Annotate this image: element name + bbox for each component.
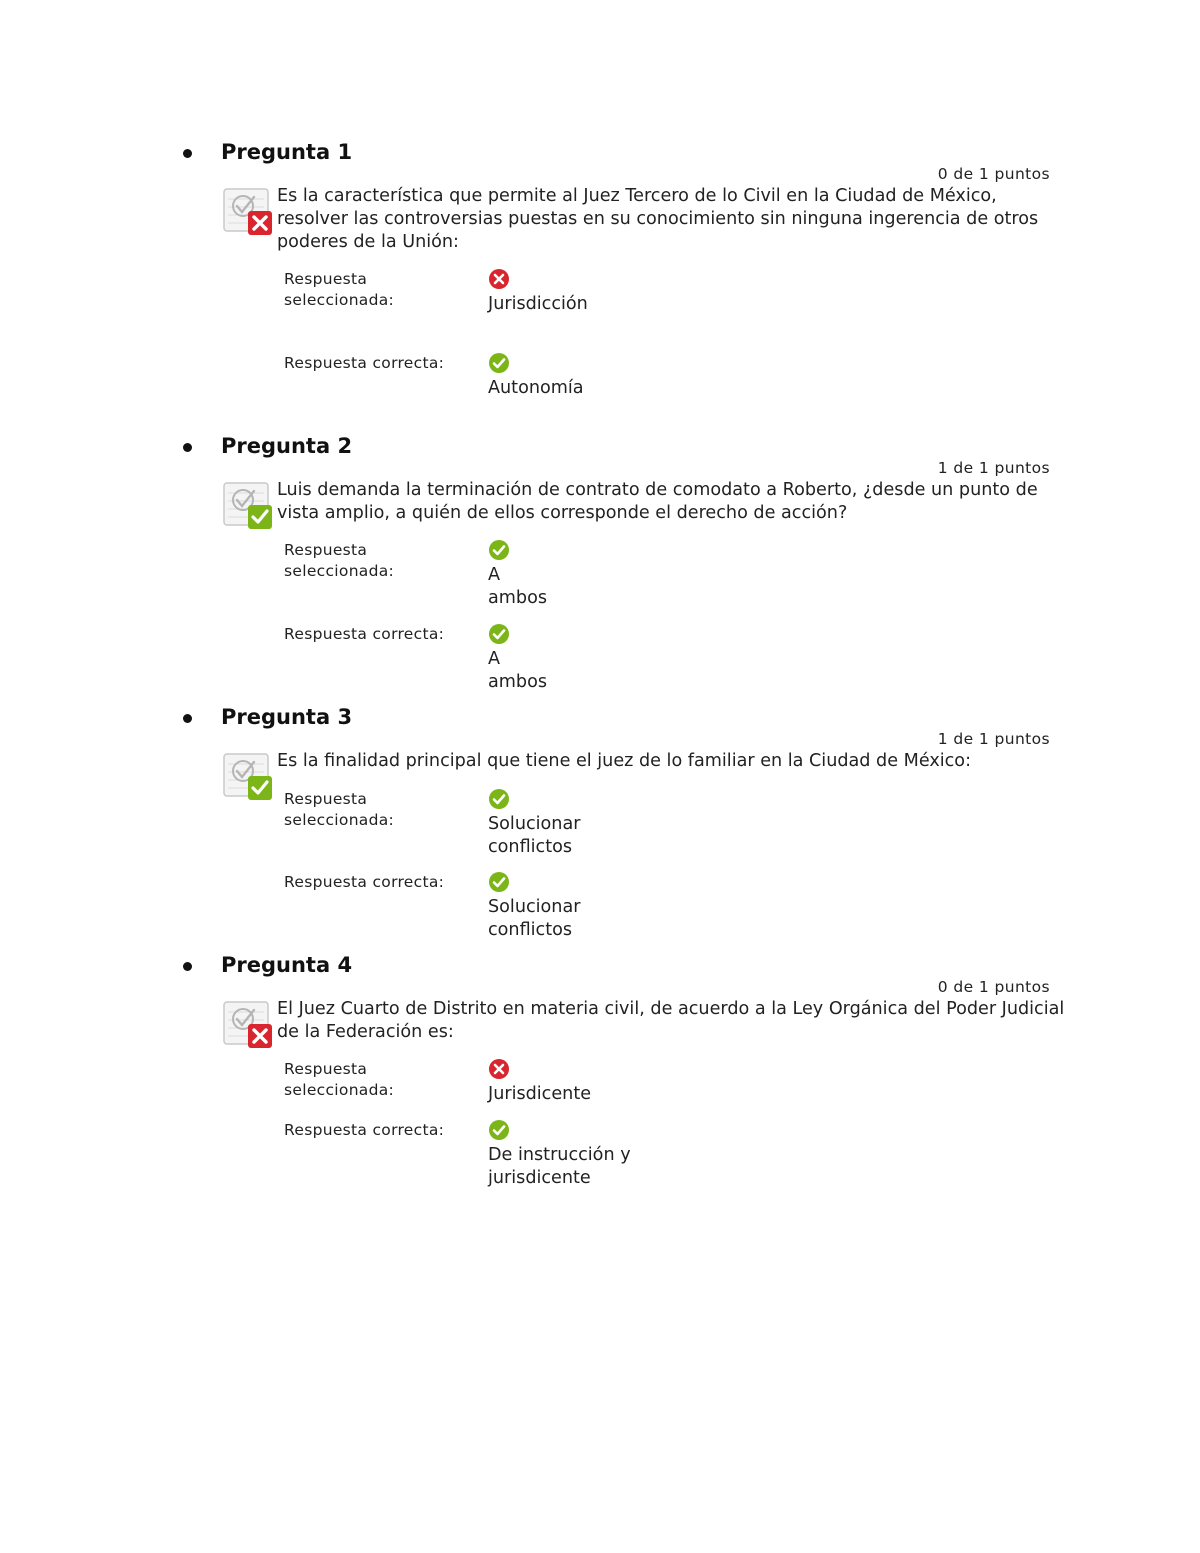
correct-icon (488, 352, 510, 374)
question-title: Pregunta 1 (221, 140, 353, 164)
incorrect-icon (488, 268, 510, 290)
bullet-icon (183, 443, 192, 452)
bullet-icon (183, 149, 192, 158)
question-points: 1 de 1 puntos (937, 459, 1050, 477)
question-title: Pregunta 3 (221, 705, 353, 729)
question-points: 1 de 1 puntos (937, 730, 1050, 748)
grade-incorrect-icon (222, 998, 274, 1050)
correct-icon (488, 623, 510, 645)
bullet-icon (183, 714, 192, 723)
correct-answer-value: Autonomía (488, 378, 584, 398)
grade-correct-icon (222, 750, 274, 802)
selected-answer-label: Respuesta seleccionada: (284, 790, 395, 829)
selected-answer-value: A ambos (488, 565, 548, 608)
grade-correct-icon (222, 479, 274, 531)
correct-answer-label: Respuesta correcta: (284, 354, 445, 372)
correct-answer-label: Respuesta correcta: (284, 873, 445, 891)
correct-answer-label: Respuesta correcta: (284, 625, 445, 643)
correct-answer-value: De instrucción y jurisdicente (488, 1145, 631, 1188)
correct-answer-value: Solucionar conflictos (488, 897, 581, 940)
correct-icon (488, 788, 510, 810)
selected-answer-value: Jurisdicente (488, 1084, 592, 1104)
correct-icon (488, 539, 510, 561)
selected-answer-label: Respuesta seleccionada: (284, 541, 395, 580)
correct-icon (488, 871, 510, 893)
question-title: Pregunta 2 (221, 434, 353, 458)
question-text: Luis demanda la terminación de contrato de comodato a Roberto, ¿desde un punto de vista amplio, a quién de ellos corresponde el derecho de acción? (277, 480, 1038, 523)
bullet-icon (183, 962, 192, 971)
incorrect-icon (488, 1058, 510, 1080)
selected-answer-label: Respuesta seleccionada: (284, 1060, 395, 1099)
question-text: Es la finalidad principal que tiene el juez de lo familiar en la Ciudad de México: (277, 751, 971, 771)
question-text: El Juez Cuarto de Distrito en materia civil, de acuerdo a la Ley Orgánica del Poder Judicial de la Federación es: (277, 999, 1065, 1042)
selected-answer-label: Respuesta seleccionada: (284, 270, 395, 309)
correct-icon (488, 1119, 510, 1141)
correct-answer-label: Respuesta correcta: (284, 1121, 445, 1139)
grade-incorrect-icon (222, 185, 274, 237)
question-text: Es la característica que permite al Juez Tercero de lo Civil en la Ciudad de México, resolver las controversias puestas en su conocimiento sin ninguna ingerencia de otros poderes de la Unión: (277, 186, 1039, 252)
selected-answer-value: Solucionar conflictos (488, 814, 581, 857)
question-points: 0 de 1 puntos (937, 165, 1050, 183)
question-points: 0 de 1 puntos (937, 978, 1050, 996)
selected-answer-value: Jurisdicción (488, 294, 588, 314)
question-title: Pregunta 4 (221, 953, 353, 977)
correct-answer-value: A ambos (488, 649, 548, 692)
